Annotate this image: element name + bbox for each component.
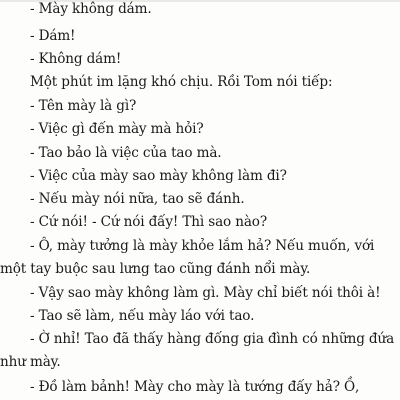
- text-line: - Tao bảo là việc của tao mà.: [30, 145, 222, 161]
- text-line: - Ô, mày tưởng là mày khỏe lắm hả? Nếu muốn, với: [30, 238, 375, 254]
- text-line: - Ờ nhỉ! Tao đã thấy hàng đống gia đình có những đứa: [30, 331, 395, 347]
- text-line: - Tao sẽ làm, nếu mày láo với tao.: [30, 308, 255, 324]
- text-line: - Dám!: [30, 28, 76, 44]
- text-line: - Đồ làm bảnh! Mày cho mày là tướng đấy hả? Ồ,: [30, 379, 360, 395]
- text-line: - Việc của mày sao mày không làm đi?: [30, 168, 287, 184]
- text-line: một tay buộc sau lưng tao cũng đánh nổi mày.: [0, 261, 311, 277]
- text-line: - Vậy sao mày không làm gì. Mày chỉ biết nói thôi à!: [30, 285, 381, 301]
- text-line: - Cứ nói! - Cứ nói đấy! Thì sao nào?: [30, 214, 267, 230]
- text-line: - Nếu mày nói nữa, tao sẽ đánh.: [30, 191, 245, 207]
- text-line: - Mày không dám.: [30, 1, 152, 17]
- text-line: - Tên mày là gì?: [30, 98, 137, 114]
- text-line: như mày.: [0, 354, 61, 370]
- text-line: - Việc gì đến mày mà hỏi?: [30, 121, 204, 137]
- text-line: Một phút im lặng khó chịu. Rồi Tom nói tiếp:: [30, 74, 333, 90]
- text-line: - Không dám!: [30, 51, 122, 67]
